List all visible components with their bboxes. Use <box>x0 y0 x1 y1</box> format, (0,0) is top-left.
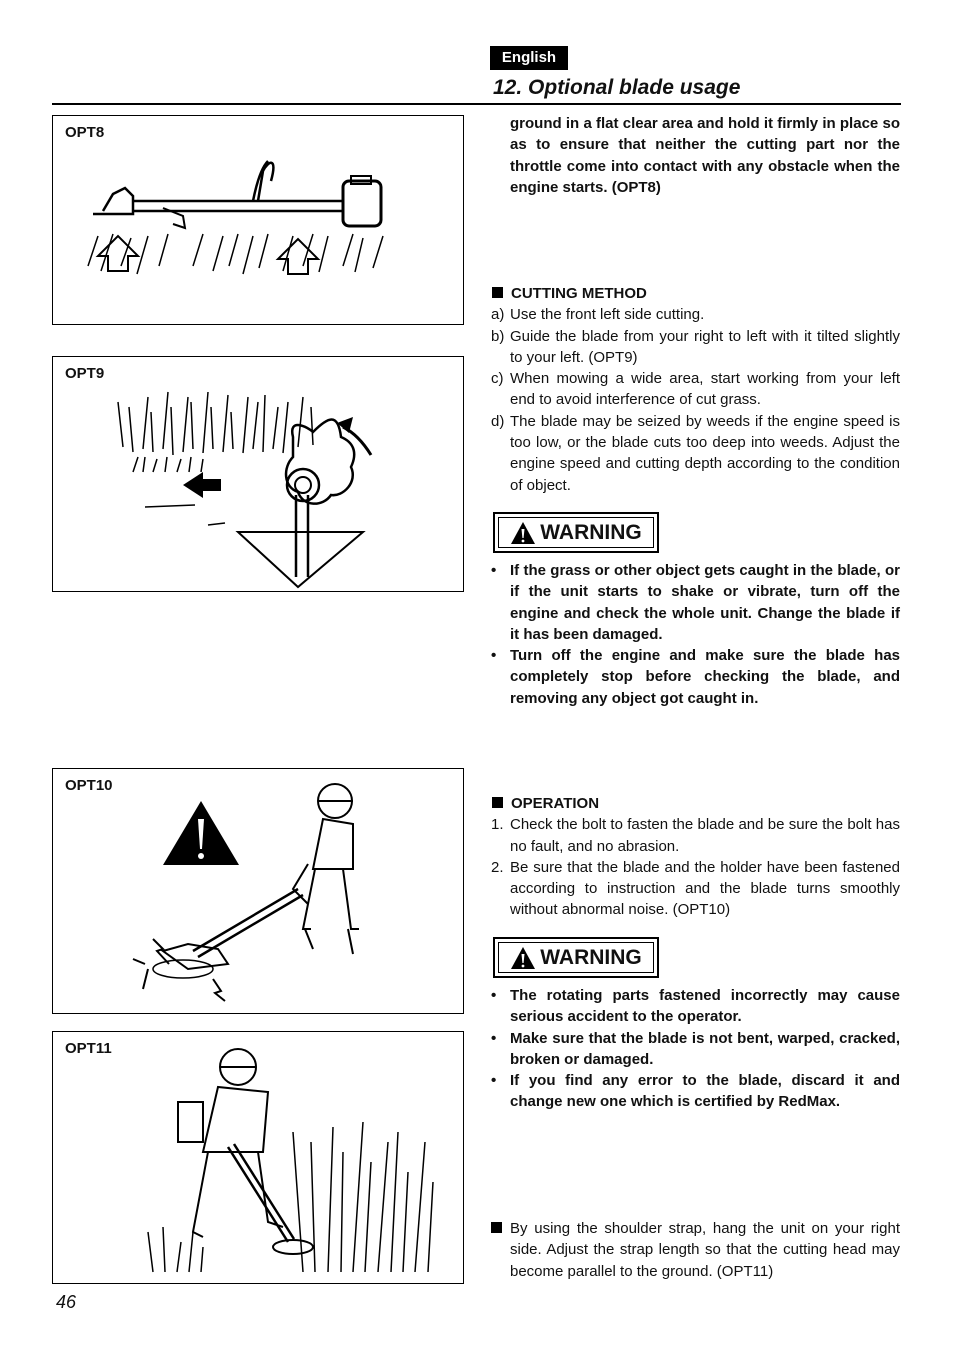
warning-triangle-icon <box>163 801 239 865</box>
list-item: • If the grass or other object gets caught in the blade, or if the unit starts to shake or vibrate, turn off the engine and check the whole unit. Change the blade if it has been damaged. <box>491 562 900 643</box>
list-item: • Turn off the engine and make sure the blade has completely stop before checking the blade, and removing any object got caught in. <box>491 647 900 707</box>
intro-paragraph: ground in a flat clear area and hold it firmly in place so as to ensure that neither the cutting part nor the throttle come into contact with any obstacle when the engine starts. (OPT8) <box>510 115 900 196</box>
figure-label: OPT8 <box>65 124 105 141</box>
square-bullet-icon <box>492 287 503 298</box>
list-item: • The rotating parts fastened incorrectly may cause serious accident to the operator. <box>491 987 900 1026</box>
warning-triangle-icon <box>510 521 536 545</box>
warning-list <box>491 985 900 1113</box>
list-item: • If you find any error to the blade, discard it and change new one which is certified by RedMax. <box>491 1072 900 1111</box>
warning-label-box <box>493 937 659 978</box>
figure-opt9 <box>52 356 464 592</box>
page-number: 46 <box>56 1292 77 1312</box>
trimmer-on-ground-illustration <box>53 116 463 324</box>
figure-opt11 <box>52 1031 464 1284</box>
list-item: d) The blade may be seized by weeds if the engine speed is too low, or the blade cuts too deep into weeds. Adjust the engine speed and cutting depth according to the condition of object. <box>491 412 900 494</box>
blade-cutting-direction-illustration <box>53 357 463 591</box>
cutting-method-section <box>491 283 900 496</box>
header-rule <box>52 103 901 105</box>
figure-opt10 <box>52 768 464 1014</box>
operator-using-shoulder-strap-illustration <box>53 1032 463 1283</box>
warning-list <box>491 560 900 709</box>
figure-label: OPT11 <box>65 1040 112 1057</box>
operator-checking-blade-illustration <box>53 769 463 1013</box>
figure-label: OPT10 <box>65 777 113 794</box>
list-item: 1. Check the bolt to fasten the blade and be sure the bolt has no fault, and no abrasion. <box>491 816 900 855</box>
operation-section <box>491 793 900 921</box>
cutting-method-heading: CUTTING METHOD <box>491 283 900 304</box>
list-item: 2. Be sure that the blade and the holder have been fastened according to instruction and the blade turns smoothly without abnormal noise. (OPT10) <box>491 858 900 919</box>
list-item: a) Use the front left side cutting. <box>491 306 705 324</box>
shoulder-strap-note: By using the shoulder strap, hang the unit on your right side. Adjust the strap length so that the cutting head may become parallel to the ground. (OPT11) <box>491 1218 900 1282</box>
figure-label: OPT9 <box>65 365 105 382</box>
figure-opt8 <box>52 115 464 325</box>
section-title: 12. Optional blade usage <box>493 76 741 99</box>
operation-heading: OPERATION <box>491 793 900 814</box>
list-item: c) When mowing a wide area, start working from your left end to avoid interference of cut grass. <box>491 370 900 409</box>
square-bullet-icon <box>491 1222 502 1233</box>
language-badge: English <box>490 46 568 70</box>
warning-label: WARNING <box>540 945 642 969</box>
warning-label: WARNING <box>540 520 642 544</box>
warning-label-box <box>493 512 659 553</box>
square-bullet-icon <box>492 797 503 808</box>
list-item: b) Guide the blade from your right to left with it tilted slightly to your left. (OPT9) <box>491 327 900 366</box>
list-item: • Make sure that the blade is not bent, warped, cracked, broken or damaged. <box>491 1029 900 1068</box>
warning-triangle-icon <box>510 946 536 970</box>
